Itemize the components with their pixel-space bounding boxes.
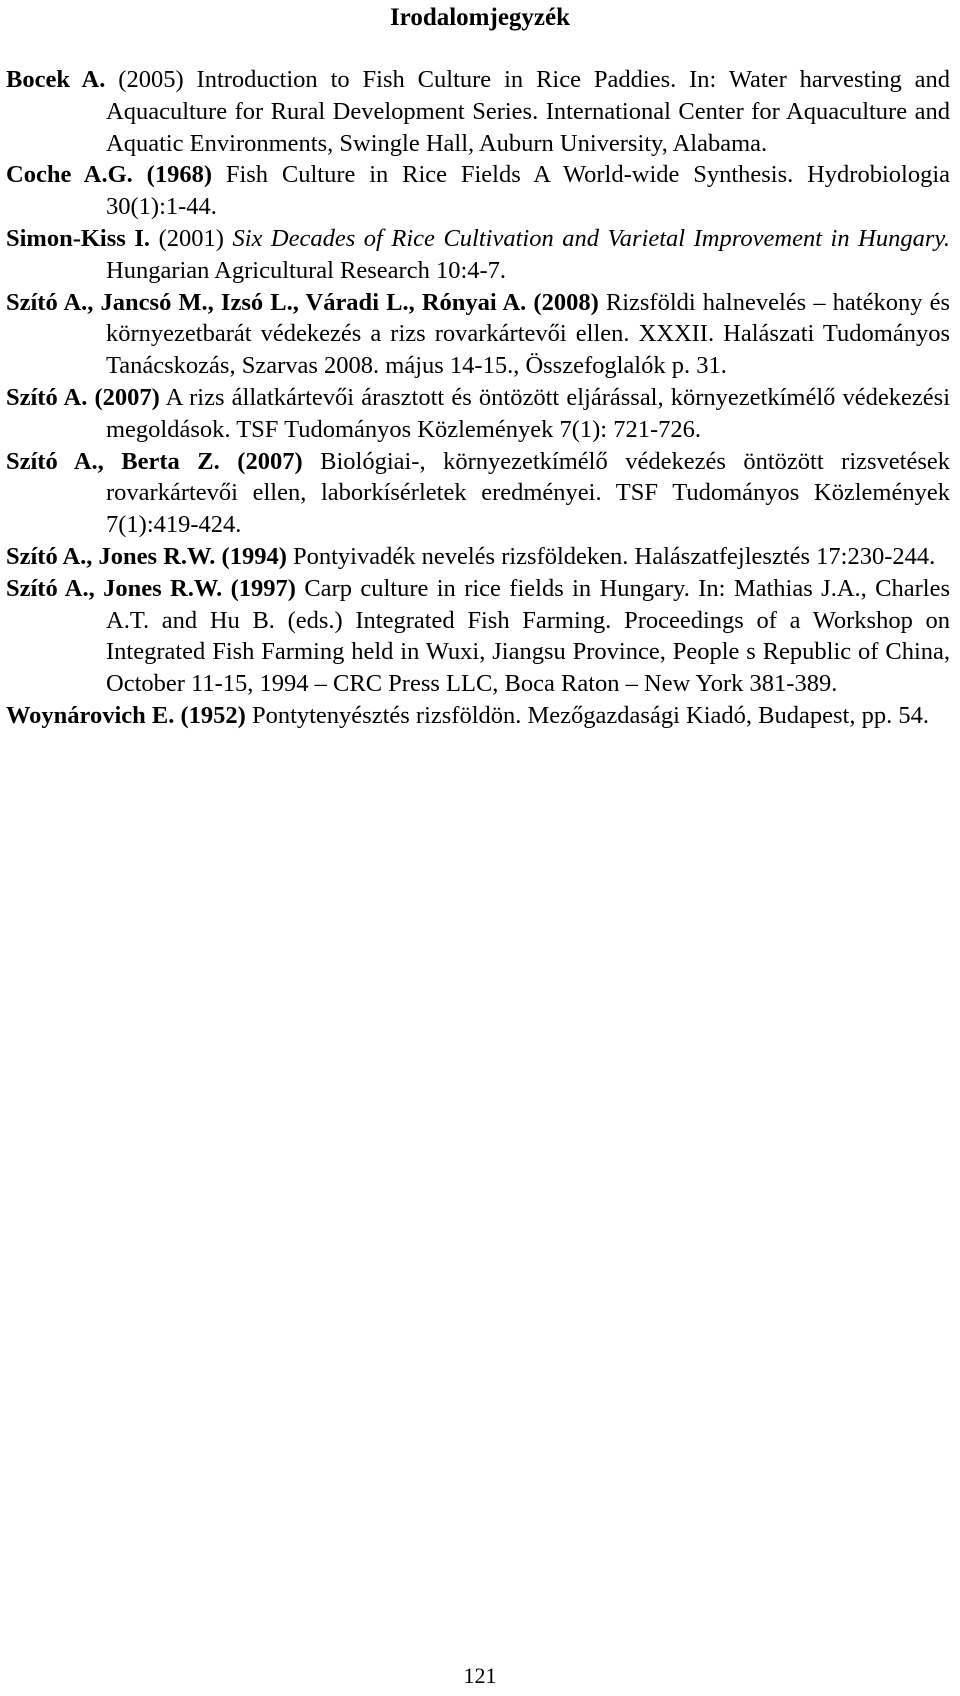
- reference-year: (1968): [146, 161, 212, 189]
- page-title: Irodalomjegyzék: [389, 4, 571, 31]
- reference-item: [6, 382, 950, 446]
- reference-text: Pontytenyésztés rizsföldön. Mezőgazdasági Kiadó, Budapest, pp. 54.: [251, 701, 929, 729]
- reference-text: Carp culture in rice fields in Hungary. In: Mathias J.A., Charles A.T. and Hu B. (eds.) Integrated Fish Farming. Proceedings of a Workshop on Integrated Fish Farming held in Wuxi, Jiangsu Province, People s Republic of China, October 11-15, 1994 – CRC Press LLC, Boca Raton – New York 381-389.: [106, 574, 950, 698]
- reference-year: (1997): [230, 574, 296, 602]
- reference-text: Biológiai-, környezetkímélő védekezés öntözött rizsvetések rovarkártevői ellen, laborkísérletek eredményei. TSF Tudományos Közlemények 7(1):419-424.: [106, 447, 951, 539]
- reference-item: [6, 700, 950, 732]
- reference-year: (2007): [94, 383, 160, 411]
- reference-text: Hungarian Agricultural Research 10:4-7.: [106, 256, 507, 284]
- reference-authors: Woynárovich E.: [6, 701, 175, 729]
- reference-item: [6, 223, 950, 287]
- reference-text: Fish Culture in Rice Fields A World-wide Synthesis. Hydrobiologia 30(1):1-44.: [106, 161, 951, 221]
- reference-year: (1994): [221, 542, 287, 570]
- reference-item: [6, 446, 950, 541]
- reference-text: A rizs állatkártevői árasztott és öntözött eljárással, környezetkímélő védekezési megoldások. TSF Tudományos Közlemények 7(1): 721-726.: [106, 383, 951, 443]
- reference-authors: Szító A., Jones R.W.: [6, 542, 216, 570]
- reference-authors: Szító A., Jones R.W.: [6, 574, 223, 602]
- page-number: 121: [463, 1663, 497, 1688]
- reference-text: Rizsföldi halnevelés – hatékony és környezetbarát védekezés a rizs rovarkártevői ellen. XXXII. Halászati Tudományos Tanácskozás, Szarvas 2008. május 14-15., Összefoglalók p. 31.: [106, 288, 951, 380]
- reference-item: [6, 287, 950, 382]
- reference-item: [6, 573, 950, 700]
- reference-authors: Coche A.G.: [6, 161, 133, 189]
- reference-authors: Bocek A.: [6, 66, 106, 93]
- reference-year: (2007): [237, 447, 303, 475]
- reference-year: (1952): [180, 701, 246, 729]
- reference-item: [6, 64, 950, 159]
- reference-authors: Szító A., Berta Z.: [6, 447, 220, 475]
- reference-year: (2001): [158, 224, 224, 252]
- reference-year: (2005): [118, 66, 184, 93]
- reference-text: Introduction to Fish Culture in Rice Paddies. In: Water harvesting and Aquaculture for Rural Development Series. International Center for Aquaculture and Aquatic Environments, Swingle Hall, Auburn University, Alabama.: [106, 66, 950, 157]
- reference-list: [6, 64, 950, 732]
- reference-authors: Szító A.: [6, 383, 88, 411]
- reference-authors: Szító A., Jancsó M., Izsó L., Váradi L., Rónyai A.: [6, 288, 527, 316]
- reference-year: (2008): [533, 288, 599, 316]
- reference-item: [6, 541, 950, 573]
- reference-item: [6, 159, 950, 223]
- reference-authors: Simon-Kiss I.: [6, 224, 151, 252]
- reference-text: Pontyivadék nevelés rizsföldeken. Halászatfejlesztés 17:230-244.: [293, 542, 936, 570]
- reference-title-italic: Six Decades of Rice Cultivation and Varietal Improvement in Hungary.: [232, 224, 951, 252]
